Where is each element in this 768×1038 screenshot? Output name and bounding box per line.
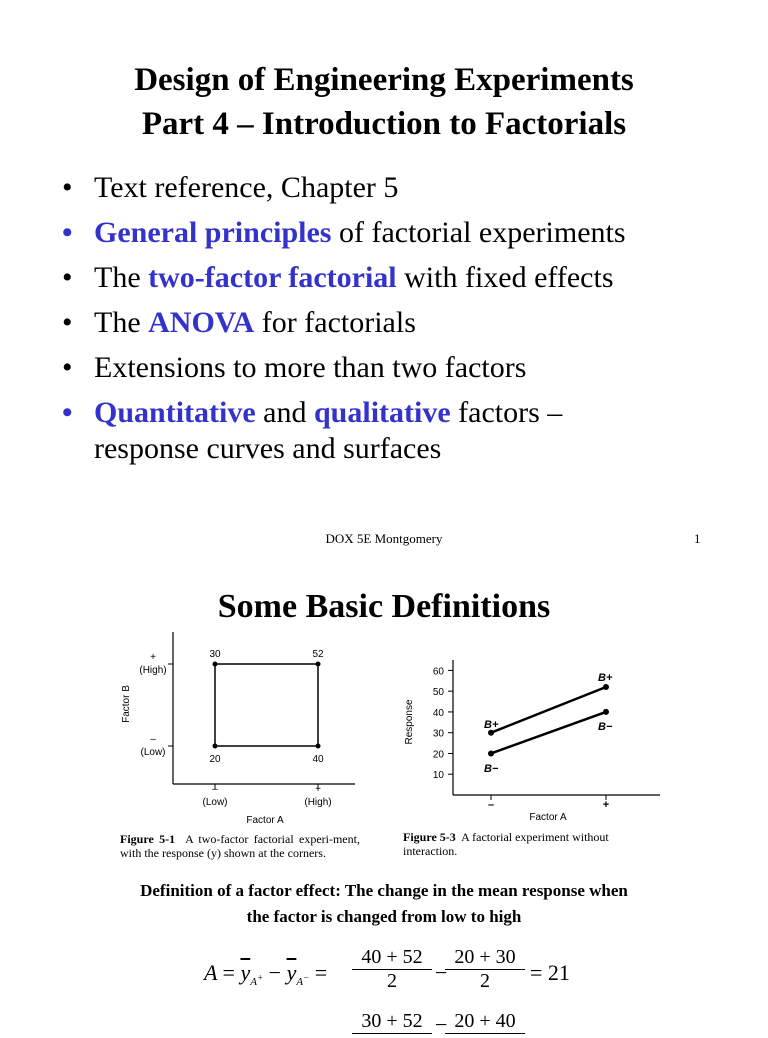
- bullet-highlight: qualitative: [314, 396, 451, 429]
- fig1-corner-value: 20: [209, 754, 221, 765]
- caption-label: Figure 5-3: [403, 830, 456, 844]
- fig2-y-tick-label: 20: [432, 749, 444, 761]
- definition-text: [0, 878, 768, 930]
- fig1-corner-point: [213, 662, 218, 667]
- caption-label: Figure 5-1: [120, 832, 176, 846]
- fig1-design-square: [215, 664, 318, 746]
- bullet-icon: •: [62, 216, 73, 249]
- fig2-series-line-b-minus: [491, 712, 606, 754]
- eq1-denominator-1: 2: [387, 970, 397, 992]
- caption-text: A factorial experiment without interaction.: [403, 830, 609, 858]
- bullet-text: for factorials: [254, 306, 416, 339]
- fig2-y-tick-label: 10: [432, 770, 444, 782]
- bullet-text: The: [94, 306, 149, 339]
- bullet-text: factors –: [450, 396, 563, 429]
- bullet-item: [60, 305, 760, 341]
- eq2-minus: −: [435, 1012, 448, 1037]
- eq1-numerator-2: 20 + 30: [445, 946, 525, 970]
- fig1-corner-point: [316, 662, 321, 667]
- fig1-corner-value: 40: [312, 754, 324, 765]
- slide-footer: DOX 5E Montgomery: [325, 531, 443, 546]
- fig1-a-plus: +: [315, 784, 321, 795]
- fig2-data-point: [603, 684, 609, 690]
- bullet-item: [60, 395, 760, 467]
- eq1-fraction-2: [445, 946, 525, 993]
- bullet-text: of factorial experiments: [331, 216, 626, 249]
- fig1-corner-value: 52: [312, 649, 324, 660]
- fig1-a-minus: –: [212, 784, 218, 795]
- figure-5-1-diagram: [105, 632, 365, 832]
- fig1-corner-value: 30: [209, 649, 221, 660]
- fig2-y-axis-label: Response: [404, 699, 415, 745]
- fig2-y-tick-label: 40: [432, 707, 444, 719]
- bullet-item: [60, 260, 760, 296]
- fig1-a-low: (Low): [202, 797, 228, 808]
- fig2-y-ticks: [433, 666, 453, 781]
- eq1-minus: −: [435, 960, 448, 985]
- fig2-x-axis-label: Factor A: [529, 812, 567, 823]
- bullet-highlight: Quantitative: [94, 396, 256, 429]
- fig2-x-minus: –: [487, 799, 495, 811]
- fig1-b-high: (High): [139, 665, 167, 676]
- fig1-b-axis-label: Factor B: [121, 685, 132, 723]
- fig1-b-plus: +: [150, 652, 156, 663]
- effect-equations: [0, 940, 768, 1037]
- fig2-y-tick-label: 60: [432, 666, 444, 678]
- bullet-icon: •: [62, 396, 73, 429]
- fig1-corner-point: [316, 744, 321, 749]
- bullet-icon: •: [62, 171, 73, 204]
- fig2-series-group: [488, 684, 609, 756]
- bullet-item: [60, 170, 760, 206]
- slide-number: 1: [694, 531, 701, 546]
- definition-line2: the factor is changed from low to high: [246, 907, 522, 926]
- eq1-numerator-1: 40 + 52: [352, 946, 432, 970]
- fig2-data-point: [603, 709, 609, 715]
- eq1-denominator-2: 2: [480, 970, 490, 992]
- fig1-b-minus: –: [150, 734, 156, 745]
- figure-5-3-chart: [398, 650, 668, 825]
- bullet-icon: •: [62, 261, 73, 294]
- fig2-label-bminus-left: B−: [484, 763, 499, 775]
- fig1-b-low: (Low): [140, 747, 166, 758]
- figure-5-1-caption: [120, 832, 360, 860]
- eq2-numerator-2: 20 + 40: [445, 1010, 525, 1034]
- slide1-title-line1: Design of Engineering Experiments: [134, 62, 634, 98]
- bullet-text: The: [94, 261, 149, 294]
- fig2-label-bminus-right: B−: [598, 721, 613, 733]
- eq1-fraction-1: [352, 946, 432, 993]
- fig2-series-line-b-plus: [491, 687, 606, 733]
- fig1-corner-point: [213, 744, 218, 749]
- fig1-a-axis-label: Factor A: [246, 815, 284, 826]
- fig1-a-high: (High): [304, 797, 332, 808]
- fig2-y-tick-label: 30: [432, 728, 444, 740]
- bullet-item: [60, 215, 760, 251]
- bullet-text: and: [255, 396, 314, 429]
- bullet-icon: •: [62, 306, 73, 339]
- slide1-title: [0, 58, 768, 146]
- slide2-title: Some Basic Definitions: [217, 588, 551, 625]
- figure-5-3-caption: [403, 830, 665, 858]
- eq1-symbol: A: [204, 960, 218, 985]
- eq2-fraction-1: [352, 1010, 432, 1034]
- bullet-item: [60, 350, 760, 386]
- fig2-y-tick-label: 50: [432, 687, 444, 699]
- fig2-data-point: [488, 750, 494, 756]
- caption-text: A two-factor factorial experi-ment, with the response (y) shown at the corners.: [120, 832, 360, 860]
- bullet-highlight: two-factor factorial: [148, 261, 397, 294]
- bullet-highlight: General principles: [94, 216, 332, 249]
- eq1-result: = 21: [530, 960, 570, 985]
- bullet-text: with fixed effects: [396, 261, 614, 294]
- fig2-x-plus: +: [602, 799, 610, 811]
- bullet-highlight: ANOVA: [148, 306, 255, 339]
- slide1-title-line2: Part 4 – Introduction to Factorials: [141, 106, 627, 142]
- fig2-label-bplus-right: B+: [598, 672, 613, 684]
- bullet-text: Extensions to more than two factors: [94, 351, 527, 384]
- bullet-icon: •: [62, 351, 73, 384]
- bullet-text: Text reference, Chapter 5: [94, 171, 399, 204]
- bullet-list: [60, 170, 760, 476]
- fig2-label-bplus-left: B+: [484, 719, 499, 731]
- eq2-fraction-2: [445, 1010, 525, 1034]
- eq2-numerator-1: 30 + 52: [352, 1010, 432, 1034]
- bullet-text: response curves and surfaces: [94, 432, 442, 465]
- eq1-lhs: $A = \overline{y}_{A^+} - \overline{y}_{A^-}$ =: [204, 960, 328, 989]
- definition-line1: Definition of a factor effect: The change in the mean response when: [140, 881, 628, 900]
